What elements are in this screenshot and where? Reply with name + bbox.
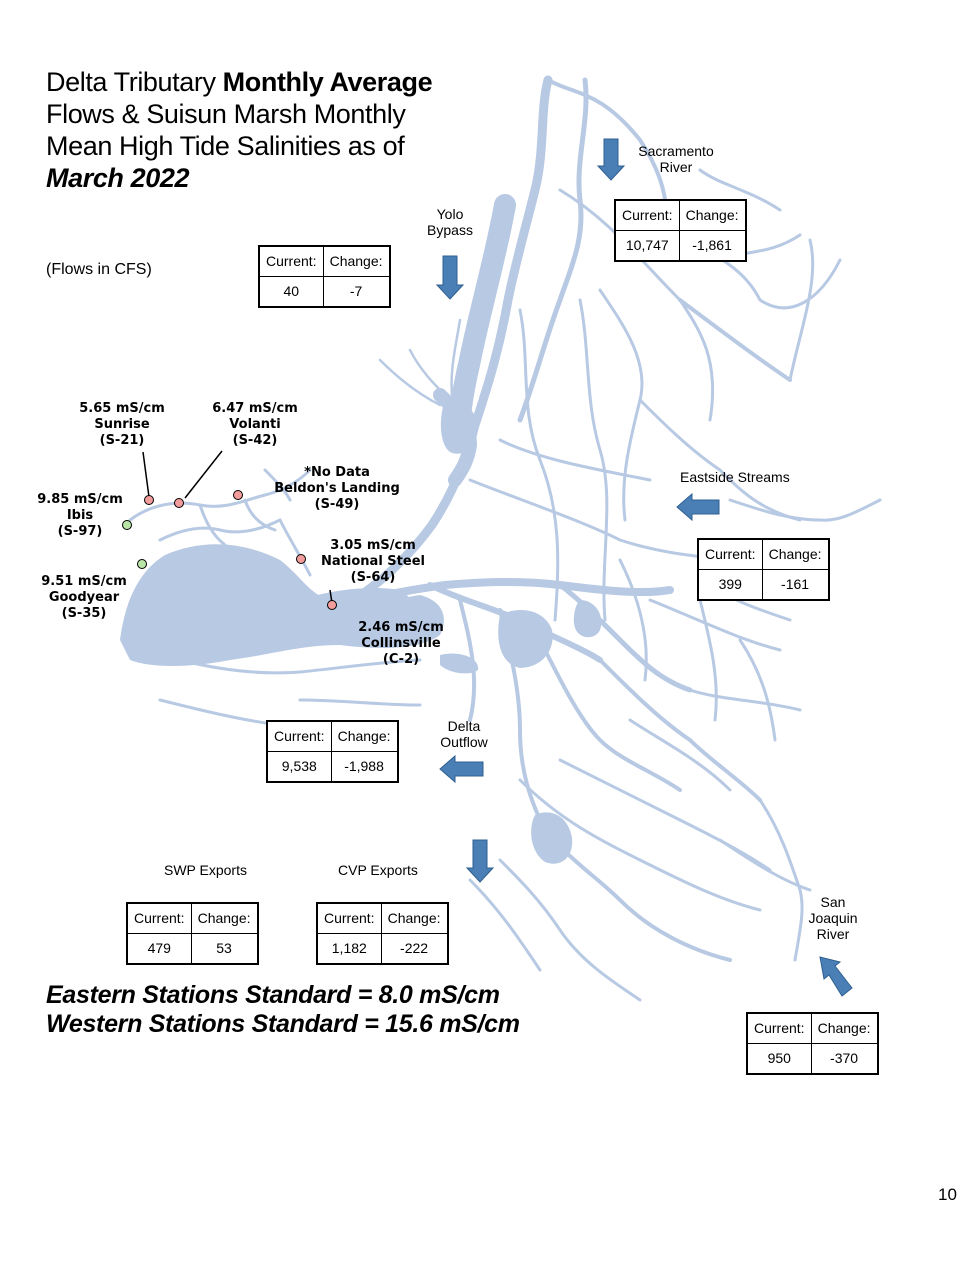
yolo-change: -7 bbox=[323, 277, 389, 308]
yolo-label-1: Yolo bbox=[436, 206, 464, 222]
dot-volanti bbox=[175, 499, 184, 508]
swp-label: SWP Exports bbox=[164, 862, 247, 878]
station-code: (S-35) bbox=[61, 606, 107, 621]
station-code: (S-49) bbox=[314, 497, 360, 512]
cvp-label: CVP Exports bbox=[338, 862, 418, 878]
station-beldons-landing bbox=[266, 465, 408, 513]
header-current: Current: bbox=[698, 539, 762, 570]
leader-sunrise bbox=[143, 452, 149, 497]
header-change: Change: bbox=[762, 539, 828, 570]
station-ibis bbox=[24, 492, 136, 540]
leader-volanti bbox=[185, 451, 222, 498]
header-change: Change: bbox=[191, 903, 257, 934]
station-name: Volanti bbox=[229, 417, 281, 432]
sacramento-label bbox=[628, 143, 724, 175]
sacramento-current: 10,747 bbox=[615, 231, 679, 262]
station-collinsville bbox=[344, 620, 458, 668]
eastside-change: -161 bbox=[762, 570, 828, 601]
outflow-change: -1,988 bbox=[331, 752, 397, 783]
yolo-label-2: Bypass bbox=[427, 222, 473, 238]
sanjoaquin-label bbox=[796, 894, 870, 942]
eastside-label: Eastside Streams bbox=[680, 469, 790, 485]
eastside-flow-table bbox=[697, 538, 830, 601]
cvp-flow-table bbox=[316, 902, 449, 965]
dot-national-steel bbox=[297, 555, 306, 564]
header-current: Current: bbox=[615, 200, 679, 231]
sanjoaquin-change: -370 bbox=[811, 1044, 877, 1075]
station-value: *No Data bbox=[304, 465, 370, 480]
station-code: (C-2) bbox=[382, 652, 420, 667]
sanjoaquin-label-3: River bbox=[816, 926, 850, 942]
header-change: Change: bbox=[331, 721, 397, 752]
header-current: Current: bbox=[267, 721, 331, 752]
title-prefix: Delta Tributary bbox=[46, 67, 223, 97]
header-current: Current: bbox=[259, 246, 323, 277]
units-note: (Flows in CFS) bbox=[46, 261, 152, 278]
header-change: Change: bbox=[811, 1013, 877, 1044]
western-standard: Western Stations Standard = 15.6 mS/cm bbox=[46, 1010, 520, 1038]
cvp-change: -222 bbox=[381, 934, 447, 965]
outflow-label bbox=[430, 718, 498, 750]
dot-collinsville bbox=[328, 601, 337, 610]
outflow-label-1: Delta bbox=[447, 718, 481, 734]
station-code: (S-64) bbox=[350, 570, 396, 585]
station-name: Beldon's Landing bbox=[274, 481, 400, 496]
title-line-3: Mean High Tide Salinities as of bbox=[46, 131, 405, 161]
arrow-eastside-icon bbox=[677, 494, 719, 520]
swp-current: 479 bbox=[127, 934, 191, 965]
station-name: Collinsville bbox=[361, 636, 441, 651]
station-value: 9.51 mS/cm bbox=[41, 574, 127, 589]
arrow-yolo-icon bbox=[437, 256, 463, 299]
header-current: Current: bbox=[127, 903, 191, 934]
station-name: Sunrise bbox=[94, 417, 150, 432]
header-current: Current: bbox=[747, 1013, 811, 1044]
station-name: Ibis bbox=[66, 508, 94, 523]
header-change: Change: bbox=[679, 200, 745, 231]
station-goodyear bbox=[28, 574, 140, 622]
station-value: 5.65 mS/cm bbox=[79, 401, 165, 416]
outflow-label-2: Outflow bbox=[440, 734, 488, 750]
swp-flow-table bbox=[126, 902, 259, 965]
station-national-steel bbox=[310, 538, 436, 586]
arrow-sanjoaquin-icon bbox=[820, 957, 852, 996]
station-volanti bbox=[196, 401, 314, 449]
sacramento-change: -1,861 bbox=[679, 231, 745, 262]
station-name: National Steel bbox=[321, 554, 425, 569]
swp-change: 53 bbox=[191, 934, 257, 965]
title-date: March 2022 bbox=[46, 163, 190, 193]
arrow-outflow-icon bbox=[440, 756, 483, 782]
page-number: 10 bbox=[938, 1185, 957, 1204]
title-line-2: Flows & Suisun Marsh Monthly bbox=[46, 99, 406, 129]
station-sunrise bbox=[64, 401, 180, 449]
eastern-standard: Eastern Stations Standard = 8.0 mS/cm bbox=[46, 981, 500, 1009]
station-name: Goodyear bbox=[48, 590, 120, 605]
station-value: 9.85 mS/cm bbox=[37, 492, 123, 507]
sacramento-label-2: River bbox=[659, 159, 693, 175]
arrow-exports-icon bbox=[467, 840, 493, 882]
sanjoaquin-label-2: Joaquin bbox=[808, 910, 858, 926]
yolo-current: 40 bbox=[259, 277, 323, 308]
yolo-flow-table bbox=[258, 245, 391, 308]
station-code: (S-97) bbox=[57, 524, 103, 539]
station-code: (S-42) bbox=[232, 433, 278, 448]
outflow-current: 9,538 bbox=[267, 752, 331, 783]
eastside-current: 399 bbox=[698, 570, 762, 601]
sacramento-flow-table bbox=[614, 199, 747, 262]
yolo-label bbox=[412, 206, 488, 238]
sanjoaquin-label-1: San bbox=[820, 894, 846, 910]
dot-beldons bbox=[234, 491, 243, 500]
header-current: Current: bbox=[317, 903, 381, 934]
outflow-flow-table bbox=[266, 720, 399, 783]
arrow-sacramento-icon bbox=[598, 139, 624, 180]
sanjoaquin-current: 950 bbox=[747, 1044, 811, 1075]
title-bold: Monthly Average bbox=[222, 67, 433, 97]
station-value: 3.05 mS/cm bbox=[330, 538, 416, 553]
header-change: Change: bbox=[323, 246, 389, 277]
station-code: (S-21) bbox=[99, 433, 145, 448]
header-change: Change: bbox=[381, 903, 447, 934]
sanjoaquin-flow-table bbox=[746, 1012, 879, 1075]
dot-sunrise bbox=[145, 496, 154, 505]
cvp-current: 1,182 bbox=[317, 934, 381, 965]
station-value: 6.47 mS/cm bbox=[212, 401, 298, 416]
dot-goodyear bbox=[138, 560, 147, 569]
station-value: 2.46 mS/cm bbox=[358, 620, 444, 635]
sacramento-label-1: Sacramento bbox=[638, 143, 714, 159]
page-title bbox=[46, 66, 466, 194]
